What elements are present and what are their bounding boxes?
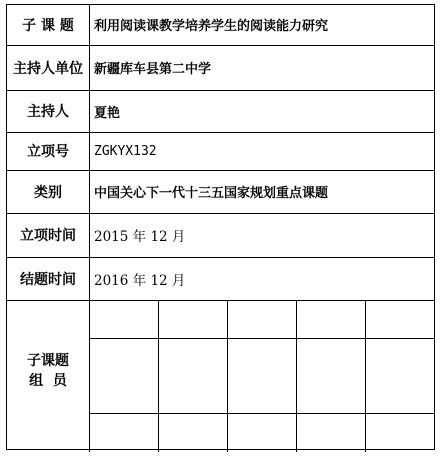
member-cell	[228, 301, 297, 339]
start-date-value: 2015 年 12 月	[90, 213, 435, 257]
subtopic-label: 子 课 题	[7, 5, 90, 45]
project-number-label: 立项号	[7, 132, 90, 170]
member-cell	[296, 414, 365, 452]
end-date-value: 2016 年 12 月	[90, 257, 435, 300]
row-end-date	[7, 257, 434, 300]
member-cell	[365, 301, 434, 339]
project-info-form	[6, 4, 435, 450]
member-cell	[159, 414, 228, 452]
member-cell	[90, 301, 159, 339]
member-cell	[90, 414, 159, 452]
category-value: 中国关心下一代十三五国家规划重点课题	[90, 170, 435, 213]
start-date-label: 立项时间	[7, 213, 90, 257]
host-unit-value: 新疆库车县第二中学	[90, 45, 435, 90]
subgroup-label-line2: 组 员	[29, 373, 67, 389]
subgroup-label-line1: 子课题	[27, 353, 69, 369]
subgroup-label	[7, 300, 90, 452]
category-label: 类别	[7, 170, 90, 213]
host-label: 主持人	[7, 90, 90, 132]
project-info-table	[7, 5, 434, 452]
member-cell	[365, 414, 434, 452]
row-host	[7, 90, 434, 132]
end-date-label: 结题时间	[7, 257, 90, 300]
members-grid-cell	[90, 300, 435, 452]
subtopic-value: 利用阅读课教学培养学生的阅读能力研究	[90, 5, 435, 45]
member-cell	[296, 338, 365, 414]
project-number-value: ZGKYX132	[90, 132, 435, 170]
row-category	[7, 170, 434, 213]
row-project-number	[7, 132, 434, 170]
row-subtopic	[7, 5, 434, 45]
row-subgroup-members	[7, 300, 434, 452]
member-cell	[90, 338, 159, 414]
member-cell	[228, 338, 297, 414]
row-host-unit	[7, 45, 434, 90]
members-grid	[90, 301, 434, 452]
row-start-date	[7, 213, 434, 257]
member-cell	[296, 301, 365, 339]
member-cell	[228, 414, 297, 452]
member-cell	[159, 338, 228, 414]
member-cell	[365, 338, 434, 414]
host-unit-label: 主持人单位	[7, 45, 90, 90]
member-cell	[159, 301, 228, 339]
host-value: 夏艳	[90, 90, 435, 132]
